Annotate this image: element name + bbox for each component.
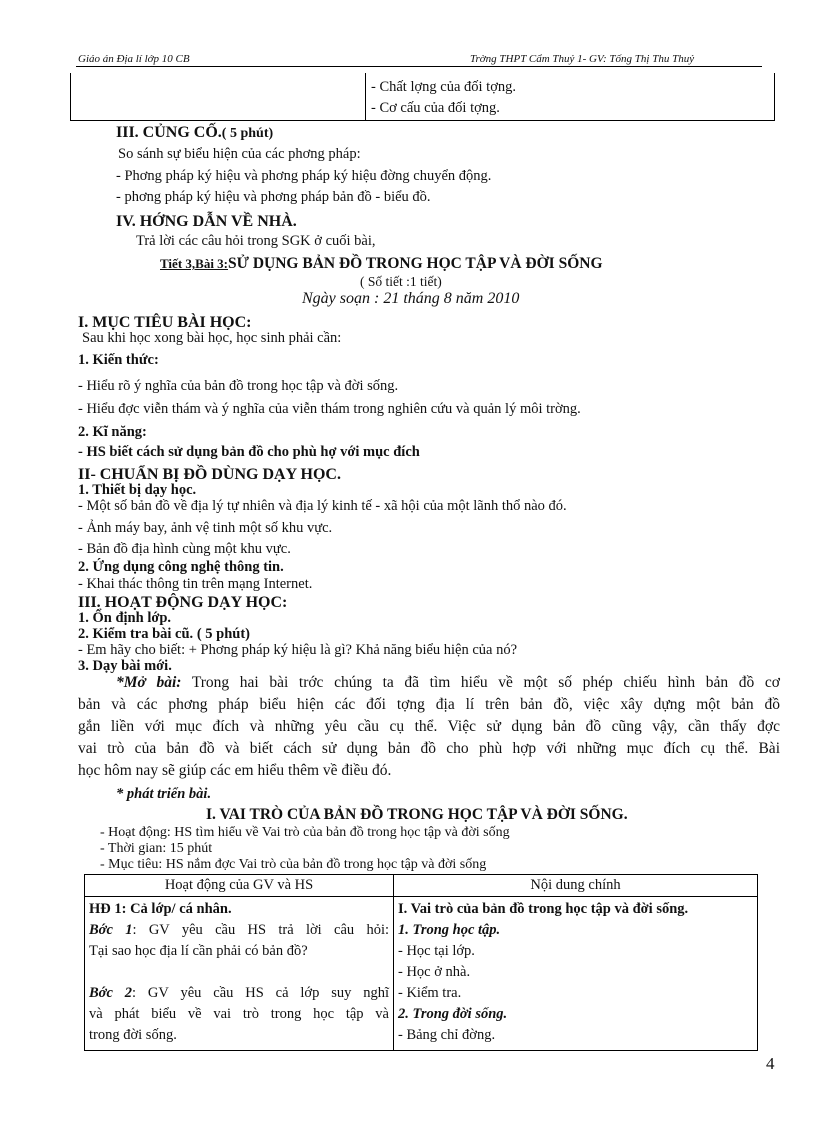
step2-label: Bớc 2 (89, 985, 133, 1001)
lesson-prefix: Tiết 3,Bài 3: (160, 256, 229, 271)
step2-line: trong đời sống. (89, 1027, 177, 1043)
intro-line-text: Trong hai bài trớc chúng ta đã tìm hiểu về một số phép chiếu hình bản đồ cơ (191, 674, 780, 691)
top-table-row: - Cơ cấu của đối tợng. (371, 100, 500, 116)
preparation-title: II- CHUẨN BỊ ĐỒ DÙNG DẠY HỌC. (78, 466, 341, 483)
section3-line: - phơng pháp ký hiệu và phơng pháp bản đồ - biểu đồ. (116, 189, 431, 205)
section4-title: IV. HỚNG DẪN VỀ NHÀ. (116, 213, 297, 230)
content-sub: 1. Trong học tập. (398, 922, 501, 938)
equip-line: - Một số bản đồ về địa lý tự nhiên và địa lý kinh tế - xã hội của một lãnh thổ nào đó. (78, 498, 567, 514)
develop-label: * phát triển bài. (116, 786, 212, 802)
step1-label: Bớc 1 (89, 922, 133, 938)
table-row (85, 897, 758, 1051)
intro-line (116, 674, 780, 692)
equip-line: - Ảnh máy bay, ảnh vệ tinh một số khu vực. (78, 520, 333, 536)
content-item: - Bảng chỉ đờng. (398, 1027, 496, 1043)
section3-time: ( 5 phút) (221, 126, 274, 141)
tech-line: - Khai thác thông tin trên mạng Internet. (78, 576, 313, 592)
table-cell-activities (85, 897, 394, 1051)
table-header-row (85, 875, 758, 897)
activities-title: III. HOẠT ĐỘNG DẠY HỌC: (78, 594, 288, 611)
activities-step2-question: - Em hãy cho biết: + Phơng pháp ký hiệu là gì? Khả năng biểu hiện của nó? (78, 642, 518, 658)
lesson-count: ( Số tiết :1 tiết) (360, 274, 442, 289)
content-item: - Kiểm tra. (398, 985, 462, 1001)
step1-text: : GV yêu cầu HS trả lời câu hỏi: (132, 922, 390, 938)
intro-line: bản và các phơng pháp biểu hiện các đối tợng địa lí trên bản đồ, việc xây dựng một bản đồ (78, 696, 780, 713)
knowledge-line: - Hiểu rõ ý nghĩa của bản đồ trong học tập và đời sống. (78, 378, 399, 394)
equip-title: 1. Thiết bị dạy học. (78, 482, 197, 498)
lesson-title-text: SỬ DỤNG BẢN ĐỒ TRONG HỌC TẬP VÀ ĐỜI SỐNG (228, 255, 603, 272)
content-sub: 2. Trong đời sống. (398, 1006, 508, 1022)
page-number: 4 (766, 1054, 775, 1073)
step2-line: và phát biểu về vai trò trong học tập và (89, 1006, 389, 1022)
activities-step1: 1. Ổn định lớp. (78, 610, 172, 626)
content-title: I. Vai trò của bản đồ trong học tập và đời sống. (398, 901, 689, 917)
knowledge-line: - Hiểu đợc viễn thám và ý nghĩa của viễn thám trong nghiên cứu và quản lý môi trờng. (78, 401, 581, 417)
skills-title: 2. Kĩ năng: (78, 424, 147, 440)
table-header: Hoạt động của GV và HS (85, 875, 394, 897)
part1-meta: - Hoạt động: HS tìm hiểu về Vai trò của bản đồ trong học tập và đời sống (100, 825, 510, 840)
activities-step2 (78, 626, 250, 643)
table-cell-content (394, 897, 758, 1051)
table-header: Nội dung chính (394, 875, 758, 897)
section3-line: - Phơng pháp ký hiệu và phơng pháp ký hiệu đờng chuyển động. (116, 168, 492, 184)
top-table-row: - Chất lợng của đối tợng. (371, 79, 517, 95)
top-table-divider (365, 73, 366, 120)
header-left: Giáo án Địa lí lớp 10 CB (78, 53, 190, 65)
knowledge-title: 1. Kiến thức: (78, 352, 159, 368)
lesson-date: Ngày soạn : 21 tháng 8 năm 2010 (302, 290, 520, 307)
top-table (70, 73, 775, 121)
activities-step3: 3. Dạy bài mới. (78, 658, 172, 674)
section3-title (116, 124, 273, 142)
step1-line (89, 920, 389, 941)
content-item: - Học tại lớp. (398, 943, 475, 959)
content-item: - Học ở nhà. (398, 964, 471, 980)
activities-step2-text: 2. Kiểm tra bài cũ. (78, 626, 194, 642)
part1-meta: - Thời gian: 15 phút (100, 841, 213, 856)
header-right: Trờng THPT Cẩm Thuỷ 1- GV: Tống Thị Thu Thuỷ (470, 53, 695, 65)
objectives-title: I. MỤC TIÊU BÀI HỌC: (78, 314, 252, 331)
part1-title: I. VAI TRÒ CỦA BẢN ĐỒ TRONG HỌC TẬP VÀ ĐỜI SỐNG. (206, 806, 628, 823)
step2-line (89, 983, 389, 1004)
step2-text: : GV yêu cầu HS cả lớp suy nghĩ (132, 985, 390, 1001)
step1-line: Tại sao học địa lí cần phải có bản đồ? (89, 943, 308, 959)
objectives-intro: Sau khi học xong bài học, học sinh phải cần: (82, 330, 342, 346)
part1-meta: - Mục tiêu: HS nắm đợc Vai trò của bản đồ trong học tập và đời sống (100, 857, 487, 872)
section3-title-text: III. CỦNG CỐ. (116, 124, 222, 141)
header-rule (76, 66, 762, 67)
activities-step2-time: ( 5 phút) (196, 626, 250, 642)
section3-line: So sánh sự biểu hiện của các phơng pháp: (118, 146, 361, 162)
tech-title: 2. Ứng dụng công nghệ thông tin. (78, 559, 284, 575)
spacer (89, 962, 389, 983)
skills-line: - HS biết cách sử dụng bản đồ cho phù hợ với mục đích (78, 444, 420, 460)
intro-line: gắn liền với mục đích và những yêu cầu cụ thể. Việc sử dụng bản đồ cũng vậy, cần thấy đợc (78, 718, 780, 735)
equip-line: - Bản đồ địa hình cùng một khu vực. (78, 541, 291, 557)
intro-line: học hôm nay sẽ giúp các em hiểu thêm về điều đó. (78, 762, 392, 779)
hd-label: HĐ 1: Cả lớp/ cá nhân. (89, 901, 232, 917)
lesson-title (160, 255, 603, 273)
main-table (84, 874, 758, 1051)
intro-label: *Mở bài: (116, 674, 182, 691)
section4-line: Trả lời các câu hỏi trong SGK ở cuối bài, (136, 233, 376, 249)
intro-line: vai trò của bản đồ và biết cách sử dụng bản đồ cho phù hợp với những mục đích cụ thể. Bài (78, 740, 780, 757)
